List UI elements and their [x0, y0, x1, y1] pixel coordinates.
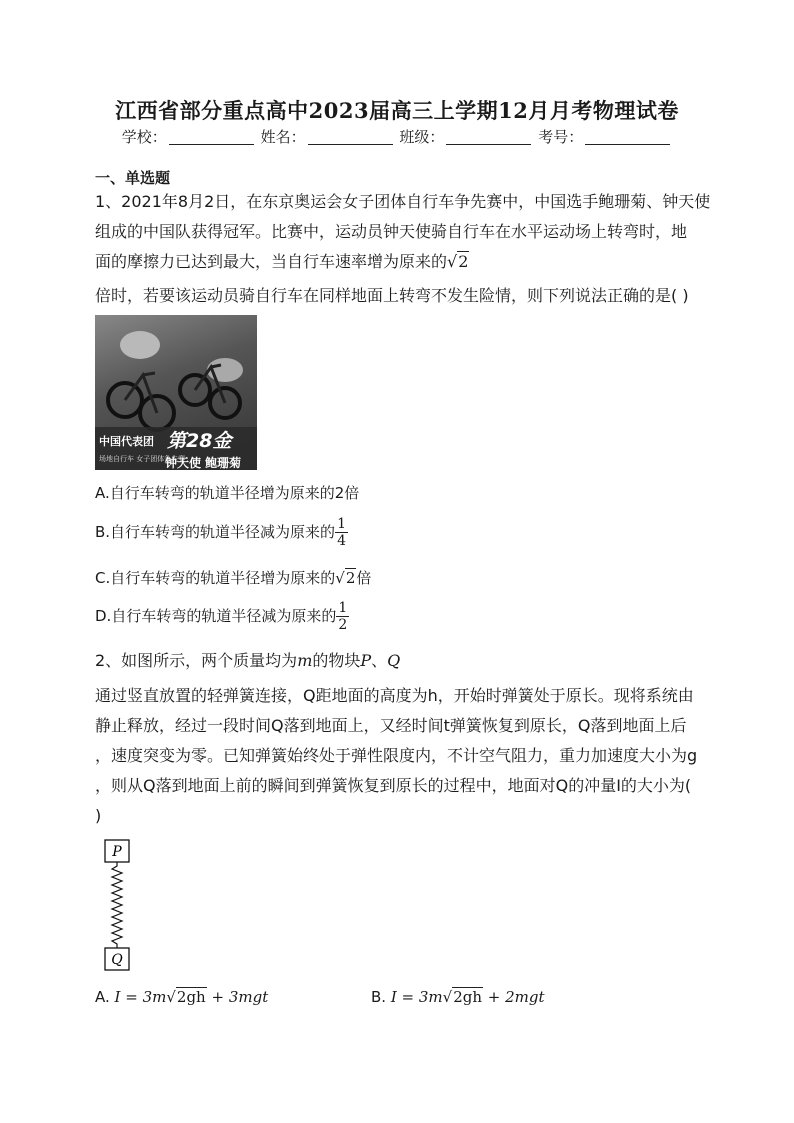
q1-option-c[interactable]	[95, 567, 371, 588]
q2-option-a-label: A.	[95, 988, 110, 1006]
spring-icon	[112, 862, 122, 948]
q2-option-b-post: + 2mgt	[483, 988, 545, 1006]
sqrt-2gh: √2gh	[166, 988, 206, 1006]
name-blank[interactable]	[308, 128, 393, 145]
mass-symbol: m	[297, 651, 313, 670]
fraction-one-quarter: $\frac{1}{4}$	[337, 516, 346, 549]
school-label: 学校：	[121, 128, 167, 146]
q1-option-b-text: B.自行车转弯的轨道半径减为原来的	[95, 523, 336, 541]
section-title: 一、单选题	[95, 169, 171, 187]
sqrt-two: √2	[335, 569, 356, 587]
q1-option-b[interactable]	[95, 516, 348, 549]
q1-option-c-suffix: 倍	[356, 569, 372, 587]
sqrt-expression: √2	[447, 252, 469, 271]
q1-option-a[interactable]: A.自行车转弯的轨道半径增为原来的2倍	[95, 484, 360, 502]
block-p-symbol: P	[360, 651, 372, 670]
q2-line-4: ，速度突变为零。已知弹簧始终处于弹性限度内，不计空气阻力，重力加速度大小为g	[95, 746, 698, 765]
photo-badge-text: 第28金	[167, 430, 232, 452]
block-p-label: P	[112, 844, 122, 860]
exam-number-label: 考号：	[538, 128, 584, 146]
q2-option-b[interactable]	[371, 988, 545, 1006]
q2-line-3: 静止释放，经过一段时间Q落到地面上，又经时间t弹簧恢复到原长，Q落到地面上后	[95, 716, 687, 735]
q2-line-1-sep: 、	[371, 651, 388, 670]
q2-line-1-mid: 的物块	[312, 651, 361, 670]
sqrt-2gh: √2gh	[442, 988, 483, 1006]
q2-option-a[interactable]	[95, 988, 268, 1006]
q1-line-1: 1、2021年8月2日，在东京奥运会女子团体自行车争先赛中，中国选手鲍珊菊、钟天使	[95, 192, 711, 211]
exam-number-blank[interactable]	[585, 128, 670, 145]
q2-line-1	[95, 651, 400, 671]
q2-option-b-label: B.	[371, 988, 387, 1006]
q1-line-4: 倍时，若要该运动员骑自行车在同样地面上转弯不发生险情，则下列说法正确的是( )	[95, 286, 689, 305]
spring-diagram	[100, 836, 140, 976]
q1-option-d-text: D.自行车转弯的轨道半径减为原来的	[95, 607, 337, 625]
block-q-label: Q	[111, 952, 123, 968]
fraction-one-half: $\frac{1}{2}$	[338, 600, 348, 633]
student-info-row	[0, 126, 794, 147]
q2-line-2: 通过竖直放置的轻弹簧连接，Q距地面的高度为h，开始时弹簧处于原长。现将系统由	[95, 686, 694, 705]
q1-option-c-text: C.自行车转弯的轨道半径增为原来的	[95, 569, 336, 587]
photo-names-text: 钟天使 鲍珊菊	[165, 456, 242, 470]
q2-line-5: ，则从Q落到地面上前的瞬间到弹簧恢复到原长的过程中，地面对Q的冲量I的大小为(	[95, 776, 692, 795]
q1-line-3	[95, 252, 469, 272]
cycling-photo-art	[95, 315, 257, 470]
class-blank[interactable]	[446, 128, 531, 145]
q1-line-3-text: 面的摩擦力已达到最大，当自行车速率增为原来的	[95, 252, 448, 271]
block-q-symbol: Q	[387, 651, 401, 670]
cycling-photo	[95, 315, 257, 470]
q2-line-1-prefix: 2、如图所示，两个质量均为	[95, 651, 298, 670]
photo-event-text: 场地自行车 女子团体争先赛	[99, 455, 186, 463]
name-label: 姓名：	[260, 128, 306, 146]
q1-line-2: 组成的中国队获得冠军。比赛中，运动员钟天使骑自行车在水平运动场上转弯时，地	[95, 222, 688, 241]
q2-option-b-pre: I = 3m	[390, 988, 443, 1006]
q1-option-d[interactable]	[95, 600, 349, 633]
q2-option-a-pre: I = 3m	[114, 988, 167, 1006]
photo-team-text: 中国代表团	[99, 435, 154, 448]
q2-line-6: )	[95, 806, 102, 825]
school-blank[interactable]	[169, 128, 254, 145]
exam-title: 江西省部分重点高中2023届高三上学期12月月考物理试卷	[115, 98, 679, 123]
class-label: 班级：	[399, 128, 445, 146]
q2-option-a-post: + 3mgt	[206, 988, 269, 1006]
